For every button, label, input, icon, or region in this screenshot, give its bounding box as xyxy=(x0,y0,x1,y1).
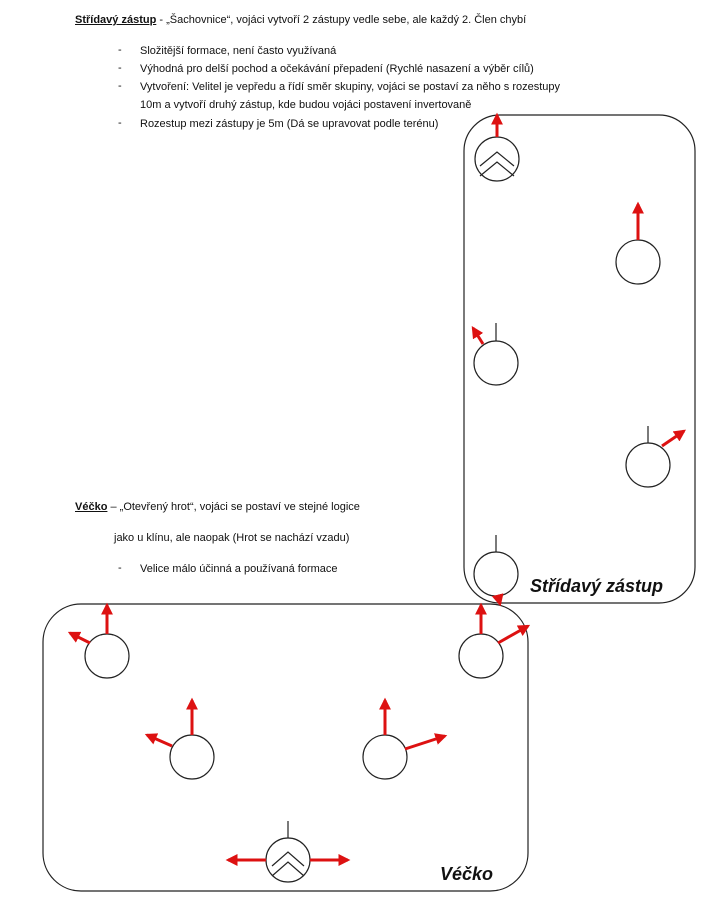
direction-arrow-icon xyxy=(498,596,500,604)
soldier-circle-icon xyxy=(459,634,503,678)
vecko-diagram-label: Véčko xyxy=(440,864,494,884)
leader-chevron-icon xyxy=(266,821,310,882)
bullet-marker: - xyxy=(118,562,122,574)
vecko-bullet-1: Velice málo účinná a používaná formace xyxy=(140,563,338,575)
soldier-circle-icon xyxy=(616,240,660,284)
stridavy-bullet-1: Složitější formace, není často využívaná xyxy=(140,45,337,57)
leader-chevron-icon xyxy=(475,137,519,181)
soldier-circle-icon xyxy=(626,426,670,487)
soldier-circle-icon xyxy=(474,535,518,596)
stridavy-bullet-3: Vytvoření: Velitel je vepředu a řídí směr skupiny, vojáci se postaví za něho s rozestupy xyxy=(140,81,561,93)
soldier-circle-icon xyxy=(363,735,407,779)
direction-arrow-icon xyxy=(498,626,528,643)
direction-arrow-icon xyxy=(405,736,445,749)
stridavy-heading: Střídavý zástup xyxy=(75,14,157,26)
bullet-marker: - xyxy=(118,44,122,56)
stridavy-bullet-3-cont: 10m a vytvoří druhý zástup, kde budou vojáci postavení invertovaně xyxy=(140,99,472,111)
vecko-heading: Véčko xyxy=(75,501,108,513)
bullet-marker: - xyxy=(118,117,122,129)
direction-arrow-icon xyxy=(662,431,684,446)
vecko-heading-rest: – „Otevřený hrot“, vojáci se postaví ve stejné logice xyxy=(107,501,360,513)
soldier-circle-icon xyxy=(170,735,214,779)
soldier-circle-icon xyxy=(85,634,129,678)
stridavy-bullet-2: Výhodná pro delší pochod a očekávání přepadení (Rychlé nasazení a výběr cílů) xyxy=(140,63,534,75)
direction-arrow-icon xyxy=(70,633,90,643)
direction-arrow-icon xyxy=(147,735,172,746)
bullet-marker: - xyxy=(118,80,122,92)
stridavy-bullet-4: Rozestup mezi zástupy je 5m (Dá se upravovat podle terénu) xyxy=(140,118,439,130)
stridavy-heading-rest: - „Šachovnice“, vojáci vytvoří 2 zástupy vedle sebe, ale každý 2. Člen chybí xyxy=(156,14,527,26)
stridavy-diagram-label: Střídavý zástup xyxy=(530,576,664,596)
soldier-circle-icon xyxy=(474,323,518,385)
bullet-marker: - xyxy=(118,62,122,74)
vecko-line2: jako u klínu, ale naopak (Hrot se nachází vzadu) xyxy=(114,532,350,544)
direction-arrow-icon xyxy=(473,328,483,344)
